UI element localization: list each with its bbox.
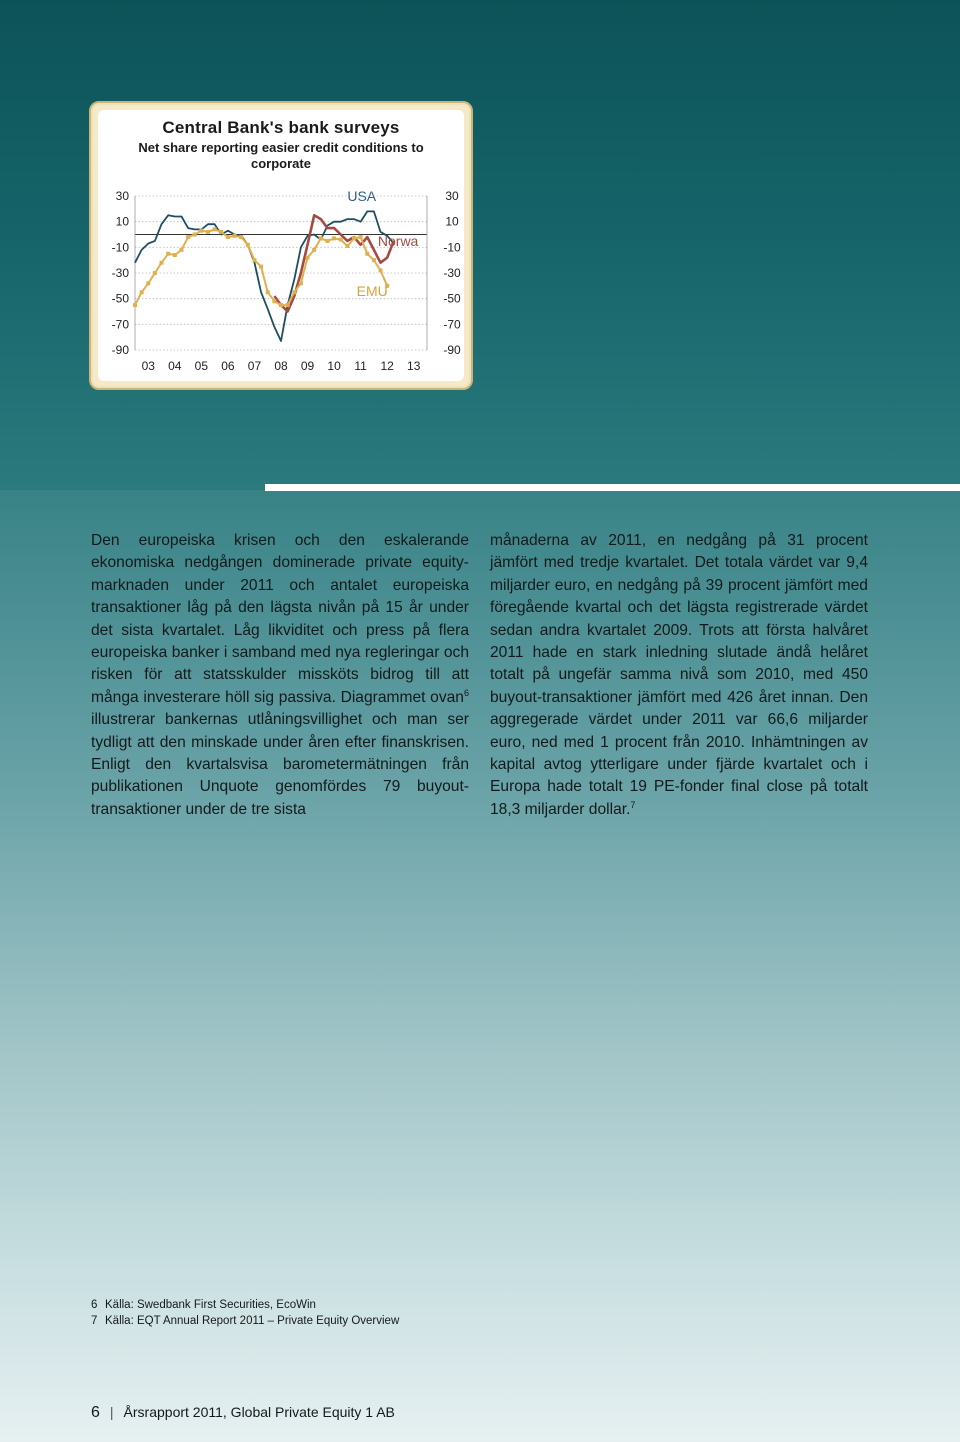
- chart-panel: [98, 110, 464, 381]
- footnote-number: 6: [91, 1299, 98, 1311]
- series-marker-emu: [246, 243, 250, 247]
- y-tick-label-right: -30: [443, 266, 461, 280]
- x-tick-label: 04: [168, 359, 182, 373]
- divider-strip: [265, 484, 960, 491]
- x-tick-label: 10: [327, 359, 341, 373]
- series-marker-emu: [332, 236, 336, 240]
- series-marker-emu: [279, 303, 283, 307]
- series-marker-emu: [239, 235, 243, 239]
- y-tick-label-left: -50: [111, 291, 129, 306]
- series-marker-emu: [372, 258, 376, 262]
- series-marker-emu: [325, 239, 329, 243]
- page-footer: [91, 1404, 395, 1422]
- publication-title: Årsrapport 2011, Global Private Equity 1 AB: [123, 1404, 395, 1420]
- series-marker-emu: [379, 268, 383, 272]
- x-tick-label: 12: [380, 359, 394, 373]
- right-text-column: [490, 530, 868, 821]
- series-marker-emu: [186, 235, 190, 239]
- series-marker-emu: [213, 227, 217, 231]
- footnote-text: Källa: EQT Annual Report 2011 – Private Equity Overview: [105, 1315, 400, 1327]
- chart-frame: [89, 101, 473, 390]
- y-tick-label-right: -50: [443, 291, 461, 306]
- x-tick-label: 05: [194, 359, 209, 373]
- body-text: Den europeiska krisen och den eskalerande ekonomiska nedgången dominerade private equity-marknaden under 2011 och antalet europeiska transaktioner låg på den lägsta nivån på 15 år under det sista kvartalet. Låg likviditet och press på flera europeiska banker i samband med nya regleringar och risken för att statsskulder missköts bidrog till att många investerare höll sig passiva. Diagrammet ovan: [91, 532, 469, 706]
- y-tick-label-left: -10: [111, 240, 129, 255]
- series-marker-emu: [206, 230, 210, 234]
- series-marker-emu: [193, 233, 197, 237]
- series-marker-emu: [312, 248, 316, 252]
- footnote-item: [91, 1313, 399, 1329]
- line-chart: [98, 110, 464, 381]
- footnote-ref: 7: [630, 799, 636, 810]
- series-label-emu: EMU: [356, 283, 388, 300]
- chart-subtitle: Net share reporting easier credit conditions to corporate: [138, 140, 424, 171]
- series-marker-emu: [272, 299, 276, 303]
- series-marker-emu: [179, 248, 183, 252]
- y-tick-label-left: -90: [111, 343, 129, 357]
- x-tick-label: 06: [221, 359, 235, 373]
- chart-title: Central Bank's bank surveys: [162, 118, 400, 137]
- y-tick-label-right: -10: [443, 240, 461, 255]
- footnote-text: Källa: Swedbank First Securities, EcoWin: [105, 1299, 316, 1311]
- left-text-column: [91, 530, 469, 821]
- x-tick-label: 08: [274, 359, 288, 373]
- page-number: 6: [91, 1404, 100, 1421]
- series-marker-emu: [153, 271, 157, 275]
- series-marker-emu: [133, 303, 137, 307]
- y-tick-label-right: -90: [443, 343, 461, 357]
- series-marker-emu: [292, 290, 296, 294]
- series-marker-emu: [299, 281, 303, 285]
- footer-separator: |: [109, 1404, 114, 1420]
- x-tick-label: 09: [300, 359, 315, 373]
- series-marker-emu: [233, 234, 237, 238]
- series-marker-emu: [160, 261, 164, 265]
- x-tick-label: 13: [407, 359, 421, 373]
- y-tick-label-left: 30: [115, 189, 129, 203]
- series-marker-emu: [173, 253, 177, 257]
- series-marker-emu: [339, 238, 343, 242]
- footnote-number: 7: [91, 1315, 98, 1327]
- series-marker-emu: [140, 290, 144, 294]
- x-tick-label: 07: [247, 359, 262, 373]
- body-text: illustrerar bankernas utlåningsvillighet och man ser tydligt att den minskade under åren efter finanskrisen. Enligt den kvartalsvisa barometermätningen från publikationen Unquote genomfördes 79 buyout-transaktioner under de tre sista: [91, 711, 469, 818]
- series-marker-emu: [306, 256, 310, 260]
- y-tick-label-right: 30: [445, 189, 459, 203]
- footnotes: [91, 1297, 399, 1329]
- x-tick-label: 11: [354, 359, 367, 373]
- series-marker-emu: [219, 230, 223, 234]
- series-label-norway: Norwa: [377, 233, 419, 250]
- y-tick-label-left: -30: [111, 266, 129, 280]
- body-text: månaderna av 2011, en nedgång på 31 procent jämfört med tredje kvartalet. Det totala värdet var 9,4 miljarder euro, en nedgång på 39 procent jämfört med föregående kvartal och det lägsta registrerade värdet sedan andra kvartalet 2009. Trots att första halvåret 2011 hade en stark inledning slutade ändå helåret totalt på ungefär samma nivå som 2010, med 450 buyout-transaktioner jämfört med 426 året innan. Den aggregerade värdet under 2011 var 66,6 miljarder euro, ned med 1 procent från 2010. Inhämtningen av kapital avtog ytterligare under fjärde kvartalet och i Europa hade totalt 19 PE-fonder final close på totalt 18,3 miljarder dollar.: [490, 532, 868, 818]
- series-marker-emu: [286, 303, 290, 307]
- series-marker-emu: [199, 229, 203, 233]
- footnote-ref: 6: [463, 687, 469, 698]
- series-marker-emu: [226, 235, 230, 239]
- series-marker-emu: [359, 235, 363, 239]
- series-marker-emu: [352, 236, 356, 240]
- series-marker-emu: [252, 258, 256, 262]
- y-tick-label-right: 10: [445, 214, 459, 229]
- series-marker-emu: [166, 252, 170, 256]
- y-tick-label-right: -70: [443, 317, 461, 332]
- series-marker-emu: [259, 265, 263, 269]
- series-marker-emu: [365, 252, 369, 256]
- x-tick-label: 03: [141, 359, 155, 373]
- series-label-usa: USA: [347, 188, 377, 205]
- series-marker-emu: [345, 244, 349, 248]
- footnote-item: [91, 1297, 399, 1313]
- y-tick-label-left: 10: [115, 214, 129, 229]
- y-tick-label-left: -70: [111, 317, 129, 332]
- series-marker-emu: [319, 236, 323, 240]
- series-marker-emu: [266, 290, 270, 294]
- series-marker-emu: [146, 281, 150, 285]
